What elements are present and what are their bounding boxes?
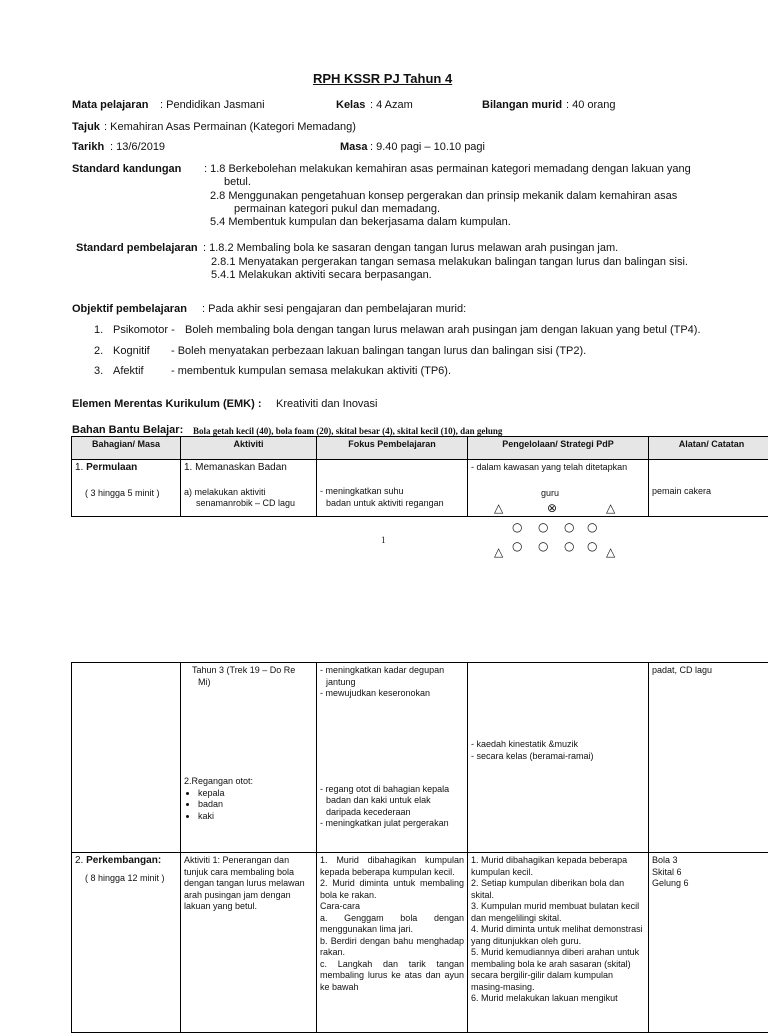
- bilangan-label: Bilangan murid: [482, 99, 562, 112]
- fokus-line-1: - meningkatkan suhu: [320, 486, 464, 498]
- cell-fokus: [317, 853, 468, 1033]
- aktiviti-line-2: Mi): [184, 677, 313, 689]
- aktiviti-line-1: Tahun 3 (Trek 19 – Do Re: [184, 665, 313, 677]
- masa-value: : 9.40 pagi – 10.10 pagi: [370, 141, 485, 154]
- fokus-line-6: daripada kecederaan: [320, 807, 464, 819]
- masa-label: Masa: [340, 141, 368, 154]
- col-header-pengelolaan: Pengelolaan/ Strategi PdP: [468, 437, 649, 460]
- tajuk-value: : Kemahiran Asas Permainan (Kategori Memadang): [104, 121, 356, 134]
- sk-line-2b: permainan kategori pukul dan memadang.: [234, 203, 440, 216]
- cell-fokus: [317, 663, 468, 853]
- fokus-line-7: - meningkatkan julat pergerakan: [320, 818, 464, 830]
- cell-pengelolaan: [468, 853, 649, 1033]
- aktiviti-line-3: senamanrobik – CD lagu: [184, 498, 313, 510]
- table-header-row: [72, 437, 768, 460]
- circle-icon: ○: [512, 540, 522, 552]
- circle-icon: ○: [587, 521, 597, 533]
- regangan-list: [184, 788, 313, 823]
- bbb-label: Bahan Bantu Belajar:: [72, 424, 183, 437]
- aktiviti-line-1: 1. Memanaskan Badan: [184, 462, 313, 474]
- objektif-text-2: - Boleh menyatakan perbezaan lakuan balingan tangan lurus dan balingan sisi (TP2).: [171, 345, 586, 358]
- alatan-line-1: padat, CD lagu: [652, 665, 768, 677]
- page-title: RPH KSSR PJ Tahun 4: [313, 71, 452, 86]
- guru-marker-icon: ⊗: [547, 502, 557, 514]
- objektif-domain-3: Afektif: [113, 365, 144, 378]
- permulaan-title: Permulaan: [86, 462, 137, 473]
- kelas-value: : 4 Azam: [370, 99, 413, 112]
- fokus-line-4: - regang otot di bahagian kepala: [320, 784, 464, 796]
- cell-alatan: [649, 853, 768, 1033]
- sk-label: Standard kandungan: [72, 163, 181, 176]
- fokus-cara: Cara-cara: [320, 901, 464, 913]
- col-header-aktiviti: Aktiviti: [181, 437, 317, 460]
- triangle-icon: △: [606, 546, 615, 558]
- lesson-table-page-2: [71, 662, 768, 1033]
- pengelolaan-line-2: - secara kelas (beramai-ramai): [471, 751, 645, 763]
- regangan-title: 2.Regangan otot:: [184, 776, 313, 788]
- permulaan-time: ( 3 hingga 5 minit ): [75, 488, 177, 500]
- cell-bahagian-empty: [72, 663, 181, 853]
- aktiviti-line-2: a) melakukan aktiviti: [184, 487, 313, 499]
- fokus-step-a: a. Genggam bola dengan menggunakan lima jari.: [320, 913, 464, 936]
- objektif-num-3: 3.: [94, 365, 103, 378]
- cell-aktiviti: [181, 460, 317, 517]
- col-header-fokus: Fokus Pembelajaran: [317, 437, 468, 460]
- cell-bahagian: [72, 853, 181, 1033]
- objektif-domain-1: Psikomotor -: [113, 324, 175, 337]
- col-header-bahagian: Bahagian/ Masa: [72, 437, 181, 460]
- table-row: [72, 663, 768, 853]
- triangle-icon: △: [494, 546, 503, 558]
- pengelolaan-line-1: - kaedah kinestatik &muzik: [471, 739, 645, 751]
- fokus-line-2: badan untuk aktiviti regangan: [320, 498, 464, 510]
- col-header-alatan: Alatan/ Catatan: [649, 437, 768, 460]
- triangle-icon: △: [606, 502, 615, 514]
- perkembangan-title: Perkembangan:: [86, 855, 161, 866]
- pengelolaan-step-5: 5. Murid kemudiannya diberi arahan untuk membaling bola ke arah sasaran (skital) secara bergilir-gilir dalam kumpulan masing-masing.: [471, 947, 645, 993]
- tajuk-label: Tajuk: [72, 121, 100, 134]
- fokus-step-b: b. Berdiri dengan bahu menghadap rakan.: [320, 936, 464, 959]
- fokus-step-c: c. Langkah dan tarik tangan membaling lurus ke atas dan ayun ke bawah: [320, 959, 464, 994]
- pengelolaan-step-6: 6. Murid melakukan lakuan mengikut: [471, 993, 645, 1005]
- alatan-line-1: pemain cakera: [652, 486, 768, 498]
- mata-label: Mata pelajaran: [72, 99, 148, 112]
- bbb-value: Bola getah kecil (40), bola foam (20), skital besar (4), skital kecil (10), dan gelung: [193, 425, 502, 437]
- list-item: • kepala: [198, 788, 313, 800]
- objektif-intro: : Pada akhir sesi pengajaran dan pembelajaran murid:: [202, 303, 466, 316]
- sp-label: Standard pembelajaran: [76, 242, 198, 255]
- sk-line-3: 5.4 Membentuk kumpulan dan bekerjasama dalam kumpulan.: [210, 216, 511, 229]
- cell-alatan: [649, 460, 768, 517]
- fokus-line-2: jantung: [320, 677, 464, 689]
- mata-value: : Pendidikan Jasmani: [160, 99, 265, 112]
- emk-label: Elemen Merentas Kurikulum (EMK) :: [72, 398, 261, 411]
- cell-aktiviti: [181, 663, 317, 853]
- cell-pengelolaan: [468, 663, 649, 853]
- pengelolaan-line-1: - dalam kawasan yang telah ditetapkan: [471, 462, 645, 474]
- alatan-line-1: Bola 3: [652, 855, 768, 867]
- sp-line-3: 5.4.1 Melakukan aktiviti secara berpasangan.: [211, 269, 432, 282]
- cell-alatan: [649, 663, 768, 853]
- pengelolaan-step-3: 3. Kumpulan murid membuat bulatan kecil dan mengelilingi skital.: [471, 901, 645, 924]
- circle-icon: ○: [538, 540, 548, 552]
- table-row: [72, 460, 768, 517]
- objektif-label: Objektif pembelajaran: [72, 303, 187, 316]
- cell-fokus: [317, 460, 468, 517]
- sp-line-2: 2.8.1 Menyatakan pergerakan tangan semasa melakukan balingan tangan lurus dan balingan sisi.: [211, 256, 688, 269]
- kelas-label: Kelas: [336, 99, 365, 112]
- table-row: [72, 853, 768, 1033]
- cell-aktiviti: [181, 853, 317, 1033]
- perkembangan-time: ( 8 hingga 12 minit ): [75, 873, 177, 885]
- fokus-line-1: - meningkatkan kadar degupan: [320, 665, 464, 677]
- circle-icon: ○: [564, 521, 574, 533]
- sp-line-1: : 1.8.2 Membaling bola ke sasaran dengan tangan lurus melawan arah pusingan jam.: [203, 242, 618, 255]
- fokus-step-1: 1. Murid dibahagikan kumpulan kepada beberapa kumpulan kecil.: [320, 855, 464, 878]
- tarikh-value: : 13/6/2019: [110, 141, 165, 154]
- sk-line-1: : 1.8 Berkebolehan melakukan kemahiran asas permainan kategori memadang dengan lakuan yang: [204, 163, 691, 176]
- objektif-domain-2: Kognitif: [113, 345, 150, 358]
- pengelolaan-step-1: 1. Murid dibahagikan kepada beberapa kumpulan kecil.: [471, 855, 645, 878]
- cell-bahagian: [72, 460, 181, 517]
- tarikh-label: Tarikh: [72, 141, 104, 154]
- objektif-text-1: Boleh membaling bola dengan tangan lurus melawan arah pusingan jam dengan lakuan yang betul (TP4).: [185, 324, 701, 337]
- fokus-line-3: - mewujudkan keseronokan: [320, 688, 464, 700]
- circle-icon: ○: [538, 521, 548, 533]
- emk-value: Kreativiti dan Inovasi: [276, 398, 378, 411]
- circle-icon: ○: [564, 540, 574, 552]
- alatan-line-2: Skital 6: [652, 867, 768, 879]
- guru-label: guru: [471, 488, 645, 500]
- list-item: • badan: [198, 799, 313, 811]
- pengelolaan-step-4: 4. Murid diminta untuk melihat demonstrasi yang ditunjukkan oleh guru.: [471, 924, 645, 947]
- page-number: 1: [381, 534, 386, 546]
- objektif-num-1: 1.: [94, 324, 103, 337]
- permulaan-num: 1.: [75, 462, 83, 473]
- pengelolaan-step-2: 2. Setiap kumpulan diberikan bola dan skital.: [471, 878, 645, 901]
- objektif-text-3: - membentuk kumpulan semasa melakukan aktiviti (TP6).: [171, 365, 451, 378]
- fokus-step-2: 2. Murid diminta untuk membaling bola ke rakan.: [320, 878, 464, 901]
- fokus-line-5: badan dan kaki untuk elak: [320, 795, 464, 807]
- objektif-num-2: 2.: [94, 345, 103, 358]
- sk-line-1b: betul.: [224, 176, 251, 189]
- circle-icon: ○: [587, 540, 597, 552]
- bilangan-value: : 40 orang: [566, 99, 616, 112]
- list-item: • kaki: [198, 811, 313, 823]
- lesson-table-page-1: [71, 436, 768, 517]
- aktiviti-desc: Aktiviti 1: Penerangan dan tunjuk cara membaling bola dengan tangan lurus melawan arah pusingan jam dengan lakuan yang betul.: [184, 855, 313, 913]
- triangle-icon: △: [494, 502, 503, 514]
- sk-line-2: 2.8 Menggunakan pengetahuan konsep pergerakan dan prinsip mekanik dalam kemahiran asas: [210, 190, 677, 203]
- perkembangan-num: 2.: [75, 855, 83, 866]
- circle-icon: ○: [512, 521, 522, 533]
- alatan-line-3: Gelung 6: [652, 878, 768, 890]
